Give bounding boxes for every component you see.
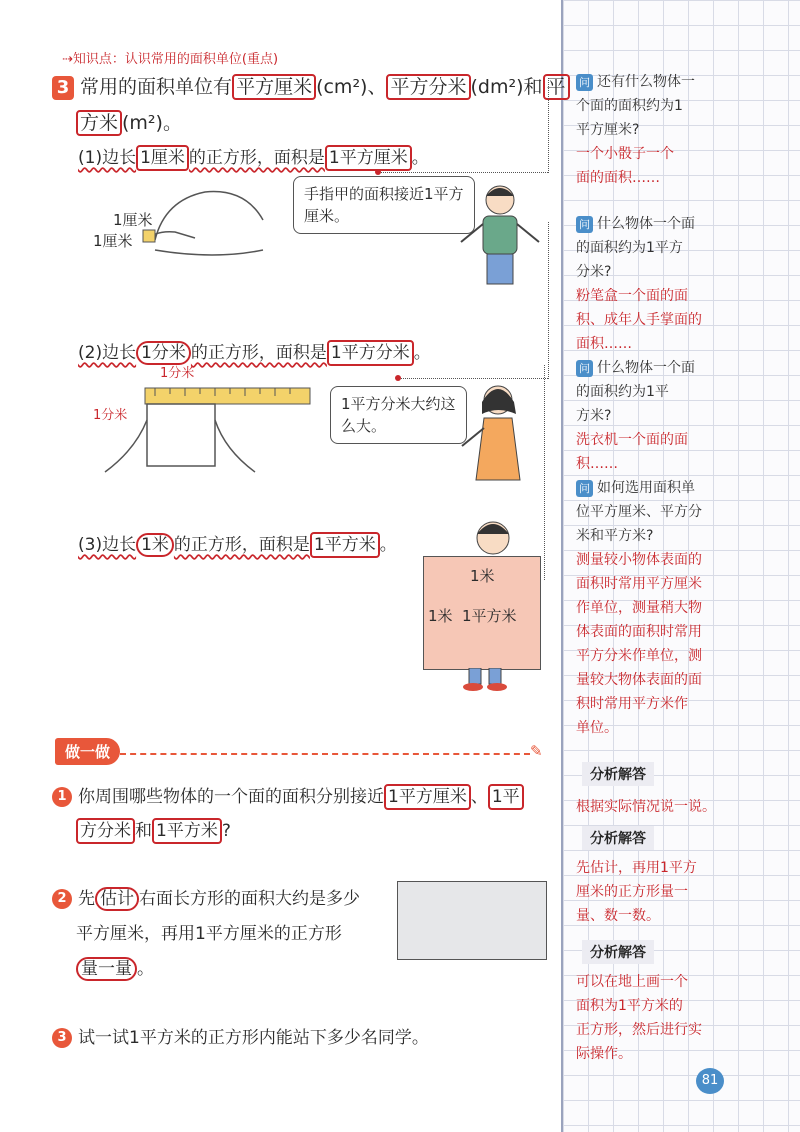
item1-speech-bubble: 手指甲的面积接近1平方厘米。 bbox=[293, 176, 475, 234]
connector-dot-2 bbox=[395, 375, 401, 381]
item3-label-center: 1平方米 bbox=[462, 607, 517, 625]
item3-label-top: 1米 bbox=[470, 567, 495, 585]
boy-illustration bbox=[455, 182, 545, 287]
exercise-2-line-3: 量一量 。 bbox=[76, 957, 154, 981]
ex1-unit-dm-part1: 1平 bbox=[488, 784, 524, 810]
item3-side: 1米 bbox=[136, 533, 174, 557]
item2-label-top: 1分米 bbox=[160, 366, 195, 381]
item2-label-left: 1分米 bbox=[93, 408, 128, 423]
item1-area: 1平方厘米 bbox=[325, 145, 412, 171]
analysis-title-1: 分析解答 bbox=[582, 762, 654, 786]
unit-sq-cm: 平方厘米 bbox=[232, 74, 316, 100]
item3-label-left: 1米 bbox=[428, 607, 453, 625]
ruler-hands-illustration bbox=[95, 380, 315, 475]
question-icon: 问 bbox=[576, 216, 593, 233]
ex1-unit-m: 1平方米 bbox=[152, 818, 222, 844]
knowledge-point-label: ⇢知识点：认识常用的面积单位(重点) bbox=[62, 52, 279, 67]
exercise-2-line-1: 2 先 估计 右面长方形的面积大约是多少 bbox=[52, 887, 360, 911]
item2-line: (2)边长 1分米 的正方形，面积是 1平方分米 。 bbox=[78, 340, 431, 366]
pencil-icon: ✎ bbox=[530, 742, 543, 760]
page-number: 81 bbox=[696, 1068, 724, 1094]
analysis-3: 可以在地上画一个 面积为1平方米的 正方形，然后进行实 际操作。 bbox=[576, 974, 702, 1062]
unit-sq-m-part2: 方米 bbox=[76, 110, 122, 136]
side-qa-4: 问 如何选用面积单 位平方厘米、平方分 米和平方米? 测量较小物体表面的 面积时常用平方厘米 作单位，测量稍大物 体表面的面积时常用 平方分米作单位，测 量较大物体表面的面 积时常用平方米作 单位。 bbox=[576, 480, 702, 736]
item3-line: (3)边长 1米 的正方形，面积是 1平方米 。 bbox=[78, 532, 397, 558]
exercise-1-number: 1 bbox=[52, 787, 72, 807]
rectangle-to-measure bbox=[397, 881, 547, 960]
practice-divider bbox=[120, 753, 530, 755]
connector-3-v bbox=[544, 365, 545, 580]
practice-badge: 做一做 bbox=[55, 738, 120, 765]
item1-line: (1)边长 1厘米 的正方形，面积是 1平方厘米 。 bbox=[78, 145, 429, 171]
unit-sq-dm: 平方分米 bbox=[386, 74, 470, 100]
side-qa-3: 问 什么物体一个面 的面积约为1平 方米? 洗衣机一个面的面 积…… bbox=[576, 360, 695, 472]
ex1-unit-dm-part2: 方分米 bbox=[76, 818, 135, 844]
connector-1-v bbox=[548, 78, 549, 173]
question-icon: 问 bbox=[576, 74, 593, 91]
side-qa-1: 问 还有什么物体一 个面的面积约为1 平方厘米? 一个小骰子一个 面的面积…… bbox=[576, 74, 695, 186]
exercise-1-line-2: 方分米 和 1平方米 ? bbox=[76, 818, 231, 844]
exercise-2-line-2: 平方厘米，再用1平方厘米的正方形 bbox=[76, 924, 342, 944]
connector-dot-1 bbox=[375, 169, 381, 175]
section-number-badge: 3 bbox=[52, 76, 74, 100]
ex2-estimate: 估计 bbox=[95, 887, 139, 911]
item2-area: 1平方分米 bbox=[327, 340, 414, 366]
question-icon: 问 bbox=[576, 360, 593, 377]
ex1-unit-cm: 1平方厘米 bbox=[384, 784, 471, 810]
boy-legs-illustration bbox=[455, 668, 515, 692]
analysis-2: 先估计，再用1平方 厘米的正方形量一 量、数一数。 bbox=[576, 860, 697, 924]
exercise-3-number: 3 bbox=[52, 1028, 72, 1048]
analysis-title-2: 分析解答 bbox=[582, 826, 654, 850]
connector-1 bbox=[378, 172, 548, 173]
connector-2-v bbox=[548, 222, 549, 379]
item2-speech-bubble: 1平方分米大约这么大。 bbox=[330, 386, 467, 444]
item1-label-top: 1厘米 bbox=[113, 211, 153, 229]
question-icon: 问 bbox=[576, 480, 593, 497]
unit-sq-m-part1: 平 bbox=[543, 74, 570, 100]
connector-2 bbox=[398, 378, 548, 379]
analysis-title-3: 分析解答 bbox=[582, 940, 654, 964]
exercise-2-number: 2 bbox=[52, 889, 72, 909]
ex2-measure: 量一量 bbox=[76, 957, 137, 981]
intro-line-2: 方米 (m²)。 bbox=[76, 110, 182, 136]
item1-label-left: 1厘米 bbox=[93, 232, 133, 250]
intro-line-1: 3 常用的面积单位有 平方厘米 (cm²)、 平方分米 (dm²)和 平 bbox=[52, 74, 570, 100]
exercise-3-line: 3 试一试1平方米的正方形内能站下多少名同学。 bbox=[52, 1026, 429, 1050]
exercise-1-line-1: 1 你周围哪些物体的一个面的面积分别接近 1平方厘米 、 1平 bbox=[52, 784, 524, 810]
item2-side: 1分米 bbox=[136, 341, 191, 365]
analysis-1: 根据实际情况说一说。 bbox=[576, 799, 716, 815]
item1-side: 1厘米 bbox=[136, 145, 189, 171]
arrow-icon: ⇢ bbox=[62, 52, 73, 67]
item3-area: 1平方米 bbox=[310, 532, 380, 558]
girl-illustration bbox=[458, 380, 538, 490]
side-qa-2: 问 什么物体一个面 的面积约为1平方 分米? 粉笔盒一个面的面 积、成年人手掌面的 面积…… bbox=[576, 216, 702, 352]
